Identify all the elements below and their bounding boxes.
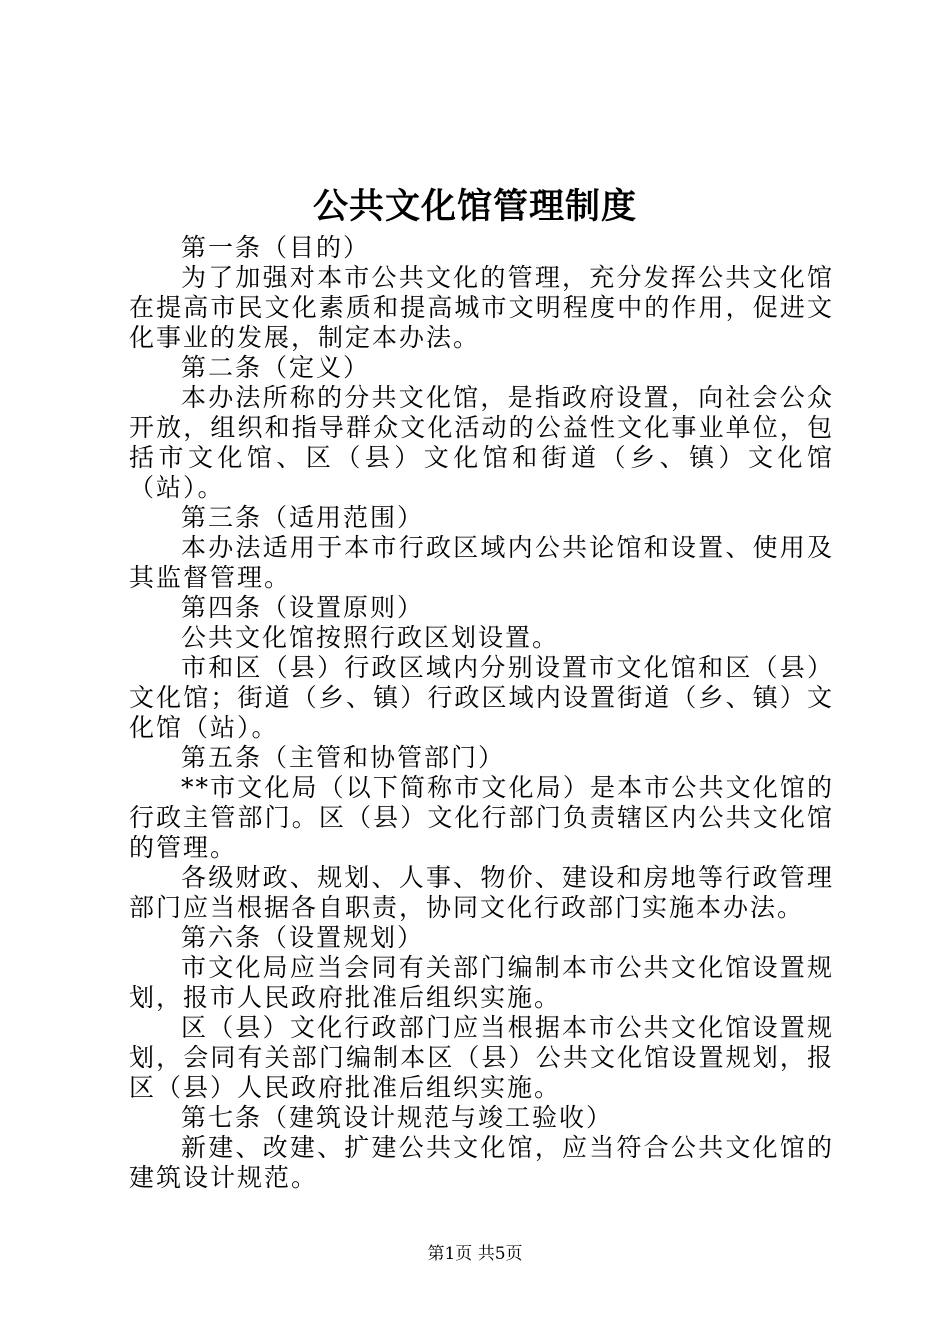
paragraph: 各级财政、规划、人事、物价、建设和房地等行政管理部门应当根据各自职责，协同文化行政部门实施本办法。 [129,863,834,922]
article-heading: 第六条（设置规划） [181,923,425,952]
paragraph: 市文化局应当会同有关部门编制本市公共文化馆设置规划，报市人民政府批准后组织实施。 [129,953,834,1012]
paragraph: 本办法适用于本市行政区域内公共论馆和设置、使用及其监督管理。 [129,533,834,592]
document-title: 公共文化馆管理制度 [312,186,637,227]
article-heading: 第三条（适用范围） [181,503,425,532]
article-heading: 第四条（设置原则） [181,593,425,622]
article-heading: 第七条（建筑设计规范与竣工验收） [181,1103,614,1132]
article-heading: 第二条（定义） [181,353,371,382]
paragraph: 新建、改建、扩建公共文化馆，应当符合公共文化馆的建筑设计规范。 [129,1133,834,1192]
article-heading: 第五条（主管和协管部门） [181,743,506,772]
page-number-footer: 第1页 共5页 [427,1244,523,1264]
paragraph: 本办法所称的分共文化馆，是指政府设置，向社会公众开放，组织和指导群众文化活动的公益性文化事业单位，包括市文化馆、区（县）文化馆和街道（乡、镇）文化馆（站）。 [129,383,834,502]
paragraph: 区（县）文化行政部门应当根据本市公共文化馆设置规划，会同有关部门编制本区（县）公共文化馆设置规划，报区（县）人民政府批准后组织实施。 [129,1013,834,1102]
paragraph: 市和区（县）行政区域内分别设置市文化馆和区（县）文化馆；街道（乡、镇）行政区域内设置街道（乡、镇）文化馆（站）。 [129,653,834,742]
document-body [129,233,834,1193]
paragraph: **市文化局（以下简称市文化局）是本市公共文化馆的行政主管部门。区（县）文化行部门负责辖区内公共文化馆的管理。 [129,773,834,862]
paragraph: 为了加强对本市公共文化的管理，充分发挥公共文化馆在提高市民文化素质和提高城市文明程度中的作用，促进文化事业的发展，制定本办法。 [129,263,834,352]
paragraph: 公共文化馆按照行政区划设置。 [181,623,560,652]
article-heading: 第一条（目的） [181,233,371,262]
